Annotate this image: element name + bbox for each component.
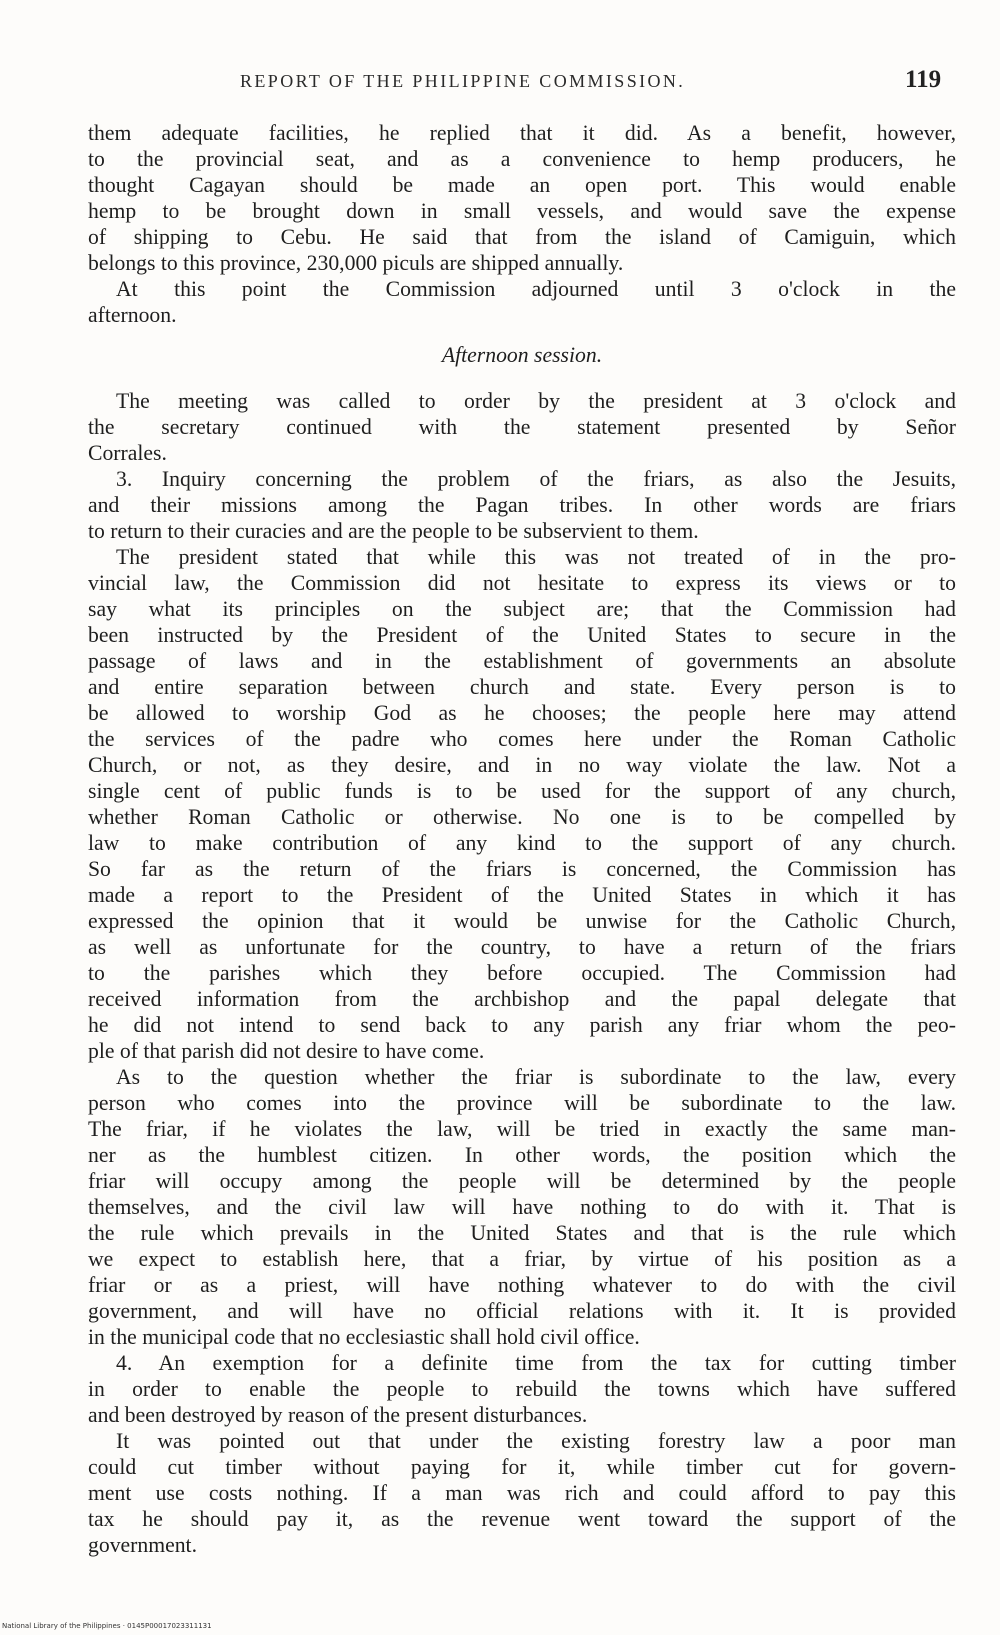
paragraph: [88, 276, 956, 328]
text-line: ner as the humblest citizen. In other words, the position which the: [88, 1143, 956, 1167]
text-line: friar or as a priest, will have nothing whatever to do with the civil: [88, 1273, 956, 1297]
text-line: friar will occupy among the people will be determined by the people: [88, 1169, 956, 1193]
text-line: 3. Inquiry concerning the problem of the friars, as also the Jesuits,: [116, 467, 956, 491]
text-line: At this point the Commission adjourned until 3 o'clock in the: [116, 277, 956, 301]
text-line: to the parishes which they before occupied. The Commission had: [88, 961, 956, 985]
text-line: and their missions among the Pagan tribes. In other words are friars: [88, 493, 956, 517]
body-text: [88, 120, 956, 1558]
paragraph: [88, 388, 956, 466]
text-line: The president stated that while this was not treated of in the pro-: [116, 545, 956, 569]
text-line: As to the question whether the friar is subordinate to the law, every: [116, 1065, 956, 1089]
scan-credit: National Library of the Philippines · 0145P00017023311131: [2, 1622, 212, 1630]
text-line: and been destroyed by reason of the present disturbances.: [88, 1403, 588, 1427]
text-line: received information from the archbishop and the papal delegate that: [88, 987, 956, 1011]
paragraph: [88, 120, 956, 276]
text-line: in order to enable the people to rebuild the towns which have suffered: [88, 1377, 956, 1401]
text-line: person who comes into the province will be subordinate to the law.: [88, 1091, 956, 1115]
text-line: government, and will have no official relations with it. It is provided: [88, 1299, 956, 1323]
text-line: ment use costs nothing. If a man was rich and could afford to pay this: [88, 1481, 956, 1505]
text-line: ple of that parish did not desire to have come.: [88, 1039, 485, 1063]
text-line: expressed the opinion that it would be unwise for the Catholic Church,: [88, 909, 956, 933]
text-line: passage of laws and in the establishment of governments an absolute: [88, 649, 956, 673]
paragraph: [88, 1428, 956, 1558]
text-line: government.: [88, 1533, 198, 1557]
text-line: the rule which prevails in the United States and that is the rule which: [88, 1221, 956, 1245]
text-line: Corrales.: [88, 441, 167, 465]
paragraph: [88, 1350, 956, 1428]
text-line: law to make contribution of any kind to the support of any church.: [88, 831, 956, 855]
text-line: themselves, and the civil law will have nothing to do with it. That is: [88, 1195, 956, 1219]
text-line: vincial law, the Commission did not hesitate to express its views or to: [88, 571, 956, 595]
running-head-title: REPORT OF THE PHILIPPINE COMMISSION.: [240, 71, 686, 91]
text-line: The meeting was called to order by the president at 3 o'clock and: [116, 389, 956, 413]
text-line: been instructed by the President of the United States to secure in the: [88, 623, 956, 647]
text-line: afternoon.: [88, 303, 177, 327]
text-line: as well as unfortunate for the country, to have a return of the friars: [88, 935, 956, 959]
text-line: single cent of public funds is to be used for the support of any church,: [88, 779, 956, 803]
text-line: The friar, if he violates the law, will be tried in exactly the same man-: [88, 1117, 956, 1141]
text-line: them adequate facilities, he replied that it did. As a benefit, however,: [88, 121, 956, 145]
text-line: we expect to establish here, that a friar, by virtue of his position as a: [88, 1247, 956, 1271]
text-line: in the municipal code that no ecclesiastic shall hold civil office.: [88, 1325, 640, 1349]
text-line: and entire separation between church and state. Every person is to: [88, 675, 956, 699]
paragraph: [88, 544, 956, 1064]
text-line: It was pointed out that under the existing forestry law a poor man: [116, 1429, 956, 1453]
text-line: belongs to this province, 230,000 piculs are shipped annually.: [88, 251, 624, 275]
paragraph: [88, 466, 956, 544]
text-line: 4. An exemption for a definite time from the tax for cutting timber: [116, 1351, 956, 1375]
text-line: tax he should pay it, as the revenue went toward the support of the: [88, 1507, 956, 1531]
paragraph: [88, 1064, 956, 1350]
text-line: So far as the return of the friars is concerned, the Commission has: [88, 857, 956, 881]
text-line: to the provincial seat, and as a convenience to hemp producers, he: [88, 147, 956, 171]
text-line: could cut timber without paying for it, while timber cut for govern-: [88, 1455, 956, 1479]
text-line: the services of the padre who comes here under the Roman Catholic: [88, 727, 956, 751]
text-line: say what its principles on the subject are; that the Commission had: [88, 597, 956, 621]
text-line: hemp to be brought down in small vessels, and would save the expense: [88, 199, 956, 223]
text-line: whether Roman Catholic or otherwise. No one is to be compelled by: [88, 805, 956, 829]
text-line: he did not intend to send back to any parish any friar whom the peo-: [88, 1013, 956, 1037]
text-line: thought Cagayan should be made an open port. This would enable: [88, 173, 956, 197]
text-line: made a report to the President of the United States in which it has: [88, 883, 956, 907]
text-line: of shipping to Cebu. He said that from the island of Camiguin, which: [88, 225, 956, 249]
text-line: to return to their curacies and are the people to be subservient to them.: [88, 519, 699, 543]
section-heading: Afternoon session.: [441, 343, 603, 367]
page-number: 119: [905, 66, 942, 93]
text-line: be allowed to worship God as he chooses; the people here may attend: [88, 701, 956, 725]
text-line: Church, or not, as they desire, and in no way violate the law. Not a: [88, 753, 956, 777]
text-line: the secretary continued with the statement presented by Señor: [88, 415, 956, 439]
